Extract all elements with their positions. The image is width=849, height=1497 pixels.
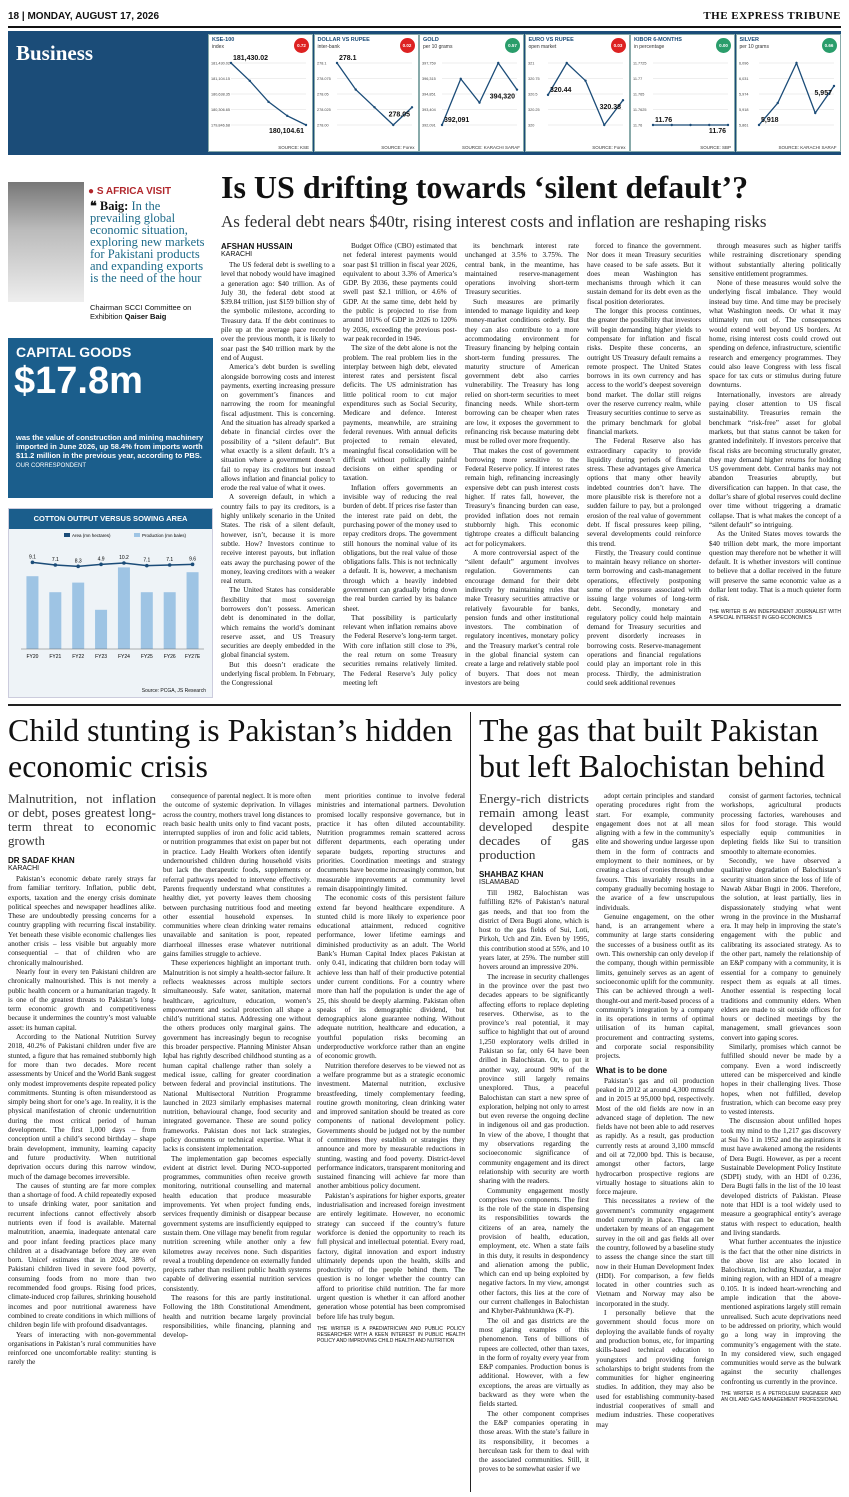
data-label: 7.1 xyxy=(51,557,59,563)
first-value: 5,918 xyxy=(760,117,779,124)
paragraph: The implementation gap becomes especially evident at district level. During NCO-supported programmes, communities often receive growth monitoring, nutritional counselling and maternal health education that produce measurable improvements. Yet when project funding ends, services frequently diminish or disappear because government systems are insufficiently equipped to sustain them. One village may benefit from regular nutrition screening while another only a few kilometres away receives none. Such disparities reveal a troubling dependence on externally funded projects rather than resilient public health systems capable of delivering essential nutrition services consistently. xyxy=(163,1154,311,1293)
production-bar xyxy=(118,567,130,649)
change-badge: 0.57 xyxy=(505,38,520,53)
page-info: 18 | MONDAY, AUGUST 17, 2026 xyxy=(8,11,160,22)
lead-column-4 xyxy=(587,242,701,696)
paragraph: Pakistan’s gas and oil production peaked in 2012 at around 4,300 mmscfd and in 2015 at 95,000 bpd, respectively. Most of the old fields are now in an advanced stage of depletion. The new fields have not been able to add reserves as rapidly. As a result, gas production currently rests at around 3,100 mmscfd and oil at 72,000 bpd. This is because, amongst other factors, large hydrocarbon prospective regions are virtually hostage to situations akin to force majeure. xyxy=(596,1076,714,1197)
paragraph: Nearly four in every ten Pakistani children are chronically malnourished. This is not merely a public health concern or a humanitarian tragedy. It is one of the greatest threats to Pakistan’s long-term economic growth and competitiveness because it undermines the country’s most valuable asset: its human capital. xyxy=(8,967,156,1032)
market-subtitle: open market xyxy=(528,44,557,50)
paragraph: its benchmark interest rate unchanged at 3.5% to 3.75%. The central bank, in the meantime, has maintained reserve-management operations involving short-term Treasury securities. xyxy=(465,242,579,297)
tick-label: 278.00 xyxy=(316,123,329,128)
production-bar xyxy=(187,572,199,649)
interview-kicker: ● S AFRICA VISIT xyxy=(88,186,172,197)
market-subtitle: index xyxy=(212,44,224,50)
lead-endnote: THE WRITER IS AN INDEPENDENT JOURNALIST WITH A SPECIAL INTEREST IN GEO-ECONOMICS xyxy=(709,608,841,621)
story2-endnote: THE WRITER IS A PAEDIATRICIAN AND PUBLIC POLICY RESEARCHER WITH A KEEN INTEREST IN PUBLIC HEALTH POLICY AND IMPROVING CHILD HEALTH AND NUTRITION xyxy=(317,1325,465,1344)
tick-label: 5,974 xyxy=(738,92,749,97)
market-subtitle: per 10 grams xyxy=(739,44,769,50)
area-point xyxy=(31,561,35,565)
market-panel xyxy=(314,34,419,152)
category-label: FY27E xyxy=(184,654,201,660)
market-sparkline xyxy=(631,51,734,137)
market-point xyxy=(497,62,499,64)
tick-label: 320 xyxy=(527,123,534,128)
market-source: SOURCE: Forex xyxy=(381,145,415,150)
paragraph: Years of interacting with non-governmental organisations in Pakistan’s rural communities have reinforced one uncomfortable reality: stunting is rarely the xyxy=(8,1330,156,1367)
tick-label: 5,861 xyxy=(738,123,749,128)
first-value: 320.44 xyxy=(549,86,571,94)
data-label: 4.9 xyxy=(97,556,105,563)
paragraph: The other component comprises the E&P companies operating in those areas. With the state’s failure in its responsibility, it becomes a herculean task for them to deal with the associated communities. Still, it proves to be somewhat easier if we xyxy=(479,1409,589,1474)
story3-byline: SHAHBAZ KHAN xyxy=(479,870,544,879)
market-point xyxy=(478,101,480,103)
change-badge: 0.66 xyxy=(822,38,837,53)
paragraph: The causes of stunting are far more complex than a shortage of food. A child repeatedly exposed to unsafe drinking water, poor sanitation and recurrent infections cannot effectively absorb nutrients even if food is available. Maternal malnutrition, anaemia, inadequate antenatal care and poor infant feeding practices place many children at a disadvantage before they are even born. Unicef estimates that in 2024, 38% of Pakistani children lived in severe food poverty, consuming foods from no more than two recommended food groups. Rising food prices, climate-induced crop failures, shrinking household incomes and poor nutritional awareness have combined to create conditions in which millions of children begin life with profound disadvantages. xyxy=(8,1181,156,1330)
story2-dateline: KARACHI xyxy=(8,865,40,872)
paragraph: I personally believe that the government should focus more on deploying the available funds of royalty and production bonus, etc, for imparting skills-based technical education to youngsters and providing foreign scholarships to bright students from the communities for higher engineering studies. In addition, they may also be used for establishing community-based industrial cooperatives of small and medium industries. These cooperatives may xyxy=(596,1309,714,1429)
first-value: 11.76 xyxy=(655,117,673,124)
market-point xyxy=(546,94,548,96)
paragraph: Pakistan’s economic debate rarely strays far from familiar territory. Inflation, public debt, exports, taxation and the energy crisis dominate political speeches and newspaper headlines alike. These are undoubtedly pressing concerns for a country grappling with recurring fiscal instability. Yet beneath these visible economic challenges lies another crisis – less visible but arguably more consequential – that of children who are chronically malnourished. xyxy=(8,875,156,967)
tick-label: 320.25 xyxy=(527,108,540,112)
area-point xyxy=(99,563,103,567)
category-label: FY26 xyxy=(163,654,176,660)
market-subtitle: per 10 grams xyxy=(423,44,453,50)
paragraph: The Federal Reserve also has extraordinary capacity to provide liquidity during periods of financial stress. These advantages give America options that many other heavily indebted countries don’t have. The more plausible risk is therefore not a sudden failure to pay, but a prolonged erosion of the real value of government debt. If fiscal pressures keep piling, several developments could reinforce this trend. xyxy=(587,437,701,548)
paragraph: The discussion about unfilled hopes took my mind to the 1,217 gas discovery at Sui No 1 in 1952 and the aspirations it must have awakened among the residents of Dera Bugti. However, as per a recent Sustainable Development Policy Institute (SDPI) study, with an HDI of 0.236, Dera Bugti falls in the list of the 10 least developed districts of Pakistan. Please note that HDI is a tool widely used to measure a geographical entity’s average status with respect to education, health and living standards. xyxy=(721,1117,841,1237)
paragraph: The longer this process continues, the greater the possibility that investors will begin demanding higher yields to compensate for inflation and fiscal risks. Despite these concerns, an outright US Treasury default remains a remote prospect. The United States borrows in its own currency and has access to the world’s deepest sovereign bond market. The dollar still reigns over the reserve currency realm, while Treasury securities continue to serve as the primary benchmark for global financial markets. xyxy=(587,307,701,436)
market-point xyxy=(671,124,673,126)
market-point xyxy=(392,124,394,126)
category-label: FY20 xyxy=(26,654,39,660)
market-point xyxy=(249,80,251,82)
area-point xyxy=(122,561,126,565)
change-badge: 0.03 xyxy=(611,38,626,53)
paragraph: That makes the cost of government borrowing more sensitive to the Federal Reserve policy. If interest rates remain high, refinancing increasingly expensive debt can push interest costs higher. If rates fall, however, the Treasury’s financing burden can ease, provided inflation does not remain stubbornly high. This economic tightrope creates a difficult balancing act for policymakers. xyxy=(465,446,579,548)
tick-label: 11.7725 xyxy=(633,61,647,66)
paragraph: adopt certain principles and standard operating procedures right from the start. For example, community engagement does not at all mean aligning with a few in the community’s elite and showering undue largesse upon them in the form of contracts and employment to their nominees, or by creating a class of cronies through undue favours. This invariably results in a company gradually becoming hostage to the avarice of a few unscrupulous individuals. xyxy=(596,792,714,912)
chart-plot xyxy=(9,531,212,681)
last-value: 320.38 xyxy=(599,104,621,112)
story2-column-3 xyxy=(317,792,465,1492)
tick-label: 392,091 xyxy=(422,123,436,128)
story2-headline: Child stunting is Pakistan’s hidden economic crisis xyxy=(8,712,453,784)
market-sparkline xyxy=(420,51,523,137)
area-point xyxy=(54,563,58,567)
category-label: FY21 xyxy=(49,654,62,660)
tick-label: 11.765 xyxy=(633,92,645,97)
data-label: 7.1 xyxy=(143,557,151,564)
lead-dateline: KARACHI xyxy=(221,251,253,258)
market-subtitle: inter-bank xyxy=(317,44,340,50)
market-point xyxy=(603,124,605,126)
capital-goods-figure: $17.8m xyxy=(14,360,143,402)
production-bar xyxy=(141,592,153,649)
tick-label: 393,404 xyxy=(422,108,436,112)
first-value: 278.1 xyxy=(338,55,357,62)
last-value: 180,104.61 xyxy=(268,128,304,135)
market-point xyxy=(354,88,356,90)
production-bar xyxy=(95,610,107,649)
paragraph: These experiences highlight an important truth. Malnutrition is not simply a health-sector failure. It reflects weaknesses across multiple sectors simultaneously. Safe water, sanitation, maternal healthcare, agriculture, education, women’s empowerment and social protection all shape a child’s nutritional status. Addressing one without the others produces only marginal gains. The government has increasingly begun to recognise this broader perspective. Planning Minister Ahsan Iqbal has rightly described childhood stunting as a human capital challenge rather than solely a medical issue, calling for greater coordination between federal and provincial institutions. The National Multisectoral Nutrition Programme launched in 2023 similarly emphasises maternal nutrition, behavioural change, food security and integrated governance. These are sound policy frameworks. Pakistan does not lack strategies, policy documents or technical expertise. What it lacks is consistent implementation. xyxy=(163,959,311,1154)
cotton-chart xyxy=(8,508,213,698)
data-label: 8.3 xyxy=(74,558,82,565)
market-title: EURO VS RUPEE xyxy=(528,37,574,43)
legend-label: Area (mn hectares) xyxy=(72,533,111,538)
production-bar xyxy=(49,592,61,649)
portrait-photo xyxy=(8,182,84,302)
section-title: Business xyxy=(16,41,94,65)
production-bar xyxy=(72,583,84,649)
tick-label: 396,315 xyxy=(422,77,436,81)
story3-headline: The gas that built Pakistan but left Balochistan behind xyxy=(479,712,825,784)
market-point xyxy=(565,62,567,64)
story2-column-1 xyxy=(8,792,156,1492)
market-point xyxy=(441,124,443,126)
paragraph: Nutrition therefore deserves to be viewed not as a welfare programme but as a strategic economic investment. Maternal nutrition, exclusive breastfeeding, timely complementary feeding, routine growth monitoring, clean drinking water and improved sanitation should be treated as core components of national development policy. Governments should be judged not by the number of committees they establish or strategies they announce and more by measurable reductions in stunting, wasting and food poverty. District-level performance indicators, transparent monitoring and sustained financing will achieve far more than another ambitious policy document. xyxy=(317,1061,465,1191)
lead-column-5 xyxy=(709,242,841,696)
market-point xyxy=(373,106,375,108)
last-value: 11.76 xyxy=(708,128,726,135)
paragraph: consist of garment factories, technical workshops, agricultural products processing factories, warehouses and silos for food storage. This would especially equip communities in depleting fields like Sui to transition smoothly to alternate economies. xyxy=(721,792,841,856)
paragraph: What further accentuates the injustice is the fact that the other nine districts in the above list are also located in Balochistan, including Khuzdar, a major mining region, with an HDI of a meagre 0.105. It is indeed heart-wrenching and ample indication that the above-mentioned aspirations largely still remain unrealised. Such acute deprivations need to be addressed on priority, which would go a long way in improving the community’s engagement with the state. In my considered view, such engaged communities would serve as the bulwark against the security challenges confronting us currently in the province. xyxy=(721,1238,841,1386)
change-badge: 0.00 xyxy=(716,38,731,53)
change-badge: 0.72 xyxy=(294,38,309,53)
lead-subhead: As federal debt nears $40tr, rising interest costs and inflation are reshaping risks xyxy=(221,212,767,231)
story3-crosshead: What is to be done xyxy=(596,1065,668,1075)
area-point xyxy=(191,563,195,567)
paragraph: Inflation offers governments an invisible way of reducing the real burden of debt. If prices rise faster than the interest rate paid on debt, the purchasing power of the money used to repay creditors drops. The government still honours the nominal value of its obligations, but the real value of those obligations falls. This is not technically a default. It is, however, a mechanism through which a heavily indebted government can gradually bring down the real burden carried by its balance sheet. xyxy=(343,483,457,613)
chart-title: COTTON OUTPUT VERSUS SOWING AREA xyxy=(9,509,212,529)
paragraph: This necessitates a review of the government’s community engagement model currently in place. That can be undertaken by means of an engagement survey in the oil and gas fields all over the country, followed by a baseline study to assess the change since the start till now in their Human Development Index (HDI). For comparison, a few fields located in other countries such as Vietnam and Norway may also be incorporated in the study. xyxy=(596,1197,714,1308)
market-title: KSE-100 xyxy=(212,37,235,43)
market-subtitle: in percentage xyxy=(634,44,665,50)
legend-label: Production (mn bales) xyxy=(142,533,187,538)
paragraph: According to the National Nutrition Survey 2018, 40.2% of Pakistani children under five are stunted, a figure that has remained stubbornly high for more than two decades. More recent assessments by Unicef and the World Bank suggest only modest improvements despite repeated policy commitments. Stunting is often misunderstood as simply being short for one’s age. In reality, it is the physical manifestation of chronic undernutrition during the most critical period of human development. The first 1,000 days – from conception until a child’s second birthday – shape brain development, immunity, learning capacity and future productivity. When nutritional deprivation occurs during this narrow window, much of the damage becomes irreversible. xyxy=(8,1033,156,1181)
newspaper-name: THE EXPRESS TRIBUNE xyxy=(703,10,841,22)
production-bar xyxy=(164,592,176,649)
page-header xyxy=(8,10,841,28)
category-label: FY25 xyxy=(140,654,153,660)
story3-dateline: ISLAMABAD xyxy=(479,879,520,886)
tick-label: 394,851 xyxy=(422,92,436,97)
market-point xyxy=(795,62,797,64)
tick-label: 321 xyxy=(527,61,534,66)
tick-label: 397,759 xyxy=(422,61,436,66)
paragraph: The US federal debt is swelling to a level that nobody would have imagined a generation ago: $40 trillion. As of July 30, the federal debt stood at $39.84 trillion, just $159 billion shy of the symbolic milestone, according to Treasury data. If the debt continues to pile up at the average pace recorded over the previous month, it is likely to soar past the $40 trillion mark by the end of August. xyxy=(221,261,335,362)
paragraph: Similarly, promises which cannot be fulfilled should never be made by a company. Even a word indiscreetly uttered can be misperceived and kindle hopes in their challenging lives. Those hopes, when not fulfilled, develop frustration, which can become easy prey to vested interests. xyxy=(721,1043,841,1117)
tick-label: 320.75 xyxy=(527,77,540,81)
story3-column-3 xyxy=(721,792,841,1492)
market-sparkline xyxy=(315,51,418,137)
paragraph: forced to finance the government. Nor does it mean Treasury securities have ceased to be safe assets. But it does mean Washington has mechanisms through which it can sustain demand for its debt even as the fiscal position deteriorates. xyxy=(587,242,701,306)
tick-label: 278.075 xyxy=(316,77,331,81)
market-point xyxy=(460,78,462,80)
tick-label: 278.025 xyxy=(316,108,331,112)
market-point xyxy=(776,102,778,104)
story3-column-1 xyxy=(479,792,589,1492)
section-divider xyxy=(8,704,841,706)
market-title: GOLD xyxy=(423,37,439,43)
paragraph: Pakistan’s aspirations for higher exports, greater industrialisation and increased foreign investment are entirely legitimate. However, no economic strategy can succeed if the country’s future workforce is denied the opportunity to reach its full physical and intellectual potential. Every road, factory, digital innovation and export industry ultimately depends upon the health, skills and productivity of the people behind them. The question is no longer whether the country can afford to prioritise child nutrition. The far more urgent question is whether it can afford another generation whose potential has been compromised before life has truly begun. xyxy=(317,1191,465,1321)
data-label: 7.1 xyxy=(166,557,174,563)
area-point xyxy=(76,565,80,569)
paragraph: Secondly, we have observed a qualitative degradation of Balochistan’s security situation since the loss of life of Nawab Akbar Bugti in 2006. Therefore, the solution, at least partially, lies in dispassionately studying what went wrong in the province in the Musharraf era. It may help in improving the state’s engagement with the public and calibrating its associated strategy. As to the other part, namely the relationship of an E&P company with a community, it is essential for a company to genuinely respect them as equals at all times. Another essential is respecting local traditions and community elders. When elders are made to sit outside offices for hours or declined meetings by the management, small grievances soon convert into gaping scores. xyxy=(721,857,841,1042)
story2-byline: DR SADAF KHAN xyxy=(8,856,75,865)
paragraph: The United States has considerable flexibility that most sovereign borrowers don’t possess. American debt is denominated in the dollar, which remains the world’s dominant reserve asset, and US Treasury securities are deeply embedded in the global financial system. xyxy=(221,586,335,660)
capital-goods-text: was the value of construction and mining machinery imported in June 2026, up 58.4% from imports worth $11.2 million in the previous year, according to PBS. OUR CORRESPONDENT xyxy=(16,433,204,469)
chart-source: Source: PCGA, JS Research xyxy=(141,688,206,694)
market-point xyxy=(516,88,518,90)
tick-label: 278.05 xyxy=(316,92,329,97)
lead-headline: Is US drifting towards ‘silent default’? xyxy=(221,169,749,205)
tick-label: 181,430.02 xyxy=(211,61,231,66)
capital-goods-box xyxy=(8,338,213,498)
tick-label: 11.77 xyxy=(633,77,643,81)
tick-label: 11.7625 xyxy=(633,108,647,112)
market-point xyxy=(757,124,759,126)
market-point xyxy=(267,101,269,103)
interview-box xyxy=(8,172,213,330)
tick-label: 181,104.15 xyxy=(211,77,231,81)
market-point xyxy=(727,124,729,126)
market-point xyxy=(230,62,232,64)
category-label: FY23 xyxy=(95,654,108,660)
market-panel xyxy=(208,34,313,152)
market-sparkline xyxy=(209,51,312,137)
first-value: 392,091 xyxy=(444,117,470,124)
paragraph: The increase in security challenges in the province over the past two decades appears to be significantly affecting efforts to replace depleting reserves. Otherwise, as to the province’s real potential, it may suffice to highlight that out of around 1,250 exploratory wells drilled in Pakistan so far, only 64 have been drilled in Balochistan. Or, to put it another way, around 90% of the province still largely remains unexplored. Thus, a peaceful Balochistan can start a new spree of exploration, helping not only to arrest but even reverse the ongoing decline in indigenous oil and gas production. In view of the above, I thought that my observations regarding the socioeconomic significance of community engagement and its direct relationship with security are worth sharing with the readers. xyxy=(479,972,589,1186)
data-label: 9.1 xyxy=(28,554,36,561)
last-value: 278.05 xyxy=(388,111,410,119)
paragraph: ment priorities continue to involve federal ministries and international partners. Devolution promised locally responsive governance, but in practice it has often diluted accountability. Nutrition programmes remain scattered across different departments, each operating under separate budgets, reporting structures and priorities. Coordination meetings and strategy documents have become increasingly common, but measurable improvements at community level remain disappointingly limited. xyxy=(317,792,465,893)
market-panel xyxy=(736,34,841,152)
market-sparkline xyxy=(737,51,840,137)
market-point xyxy=(335,62,337,64)
data-label: 10.2 xyxy=(119,555,129,561)
market-point xyxy=(652,124,654,126)
market-sparkline xyxy=(526,51,629,137)
interview-attribution: Chairman SCCI Committee on Exhibition Qaiser Baig xyxy=(90,303,192,321)
paragraph: Till 1982, Balochistan was fulfilling 82% of Pakistan’s natural gas needs, and that too from the district of Dera Bugti alone, which is host to the gas fields of Sui, Loti, Pirkoh, Uch and Zin. Even by 1995, this contribution stood at 55%, and 10 years later, at 25%. The number still hovers around an impressive 20%. xyxy=(479,889,589,972)
tick-label: 6,031 xyxy=(738,77,749,81)
lead-byline: AFSHAN HUSSAIN xyxy=(221,242,293,251)
market-point xyxy=(689,124,691,126)
paragraph: consequence of parental neglect. It is more often the outcome of systemic deprivation. In villages across the country, mothers travel long distances to reach basic health units only to find vacant posts, interrupted supplies of iron and folic acid tablets, or nutrition programmes that exist on paper but not in practice. Lady Health Workers often identify undernourished children during household visits but lack the therapeutic foods, supplements or referral pathways needed to intervene effectively. Parents frequently understand what constitutes a healthy diet, yet poverty leaves them choosing between purchasing nutritious food and meeting other essential household expenses. In communities where clean drinking water remains unavailable and sanitation is poor, repeated diarrhoeal illnesses erase whatever nutritional gains families struggle to achieve. xyxy=(163,792,311,959)
market-panel xyxy=(525,34,630,152)
market-title: KIBOR 6-MONTHS xyxy=(634,37,682,43)
story3-column-2 xyxy=(596,792,714,1492)
lead-column-1 xyxy=(221,242,335,696)
paragraph: A more controversial aspect of the “silent default” argument involves regulation. Governments can encourage demand for their debt indirectly by maintaining rules that make Treasury securities attractive or relatively favourable for banks, pension funds and other institutional investors. The combination of regulatory incentives, monetary policy and the Treasury market’s central role in the global financial system can create a large and relatively stable pool of buyers. That does not mean investors are being xyxy=(465,548,579,687)
production-bar xyxy=(26,576,38,649)
market-point xyxy=(832,85,834,87)
paragraph: through measures such as higher tariffs while restraining discretionary spending without substantially altering politically sensitive entitlement programmes. xyxy=(709,242,841,278)
paragraph: Firstly, the Treasury could continue to maintain heavy reliance on shorter-term borrowing and cash-management operations, effectively postponing some of the pressure associated with issuing large volumes of long-term debt. Secondly, monetary and regulatory policy could help maintain demand for Treasury securities and prevent disorderly increases in borrowing costs. Reserve-management operations and financial regulations could play an important role in this process. Thirdly, the administration could seek additional revenues xyxy=(587,548,701,687)
paragraph: But this doesn’t eradicate the underlying fiscal problem. In February, the Congressional xyxy=(221,660,335,688)
last-value: 5,957 xyxy=(813,90,832,97)
paragraph: America’s debt burden is swelling alongside borrowing costs and interest payments, exerting increasing pressure on government’s finances and narrowing the room for meaningful fiscal adjustment. This is concerning. And the situation has already sparked a debate in financial circles over the possibility of a “silent default”. But what exactly is a silent default. It’s a situation where a government doesn’t fail to repay its creditors but instead allows inflation and financial policy to erode the real value of what it owes. xyxy=(221,363,335,493)
area-point xyxy=(168,563,172,567)
paragraph: Such measures are primarily intended to manage liquidity and keep money-market conditions orderly. But they can also contribute to a more accommodating environment for Treasury financing by helping contain short-term funding pressures. The maturity structure of American government debt also carries vulnerability. The Treasury has long relied on short-term securities to meet financing needs. While short-term borrowing can be cheaper when rates are low, it exposes the government to refinancing risk because maturing debt must be rolled over more frequently. xyxy=(465,297,579,446)
market-point xyxy=(814,112,816,114)
tick-label: 320.5 xyxy=(527,92,538,97)
column-divider xyxy=(470,712,471,1492)
paragraph: None of these measures would solve the underlying fiscal imbalance. They would instead buy time. And time may be precisely what Washington needs. Or what it may ultimately run out of. The consequences would extend well beyond US borders. At home, rising interest costs could crowd out spending on defence, infrastructure, scientific research and emergency programmes. They could also leave Congress with less fiscal space for tax cuts or stimulus during future downturns. xyxy=(709,279,841,390)
story3-endnote: THE WRITER IS A PETROLEUM ENGINEER AND AN OIL AND GAS MANAGEMENT PROFESSIONAL xyxy=(721,1391,841,1403)
tick-label: 278.1 xyxy=(316,61,327,66)
tick-label: 5,918 xyxy=(738,108,749,112)
tick-label: 6,096 xyxy=(738,61,749,66)
paragraph: The size of the debt alone is not the problem. The real problem lies in the interplay between high debt, elevated interest rates and persistent fiscal deficits. The US administration has little political room to cut major expenditures such as Social Security, Medicare and defence. Interest payments, meanwhile, are straining federal revenues. With annual deficits projected to remain elevated, meaningful fiscal consolidation will be difficult without politically painful decisions on either spending or taxation. xyxy=(343,344,457,483)
paragraph: Internationally, investors are already paying closer attention to US fiscal sustainability. Treasuries remain the benchmark “risk-free” asset for global markets, but that status cannot be taken for granted indefinitely. If investors perceive that fiscal risks are becoming structurally greater, they may demand higher returns for holding US government debt. Central banks may not abandon Treasuries abruptly, but diversification can happen. In that case, the dollar’s share of global reserves could decline over time without triggering a dramatic collapse. That is what makes the concept of a “silent default” so intriguing. xyxy=(709,390,841,529)
legend-swatch xyxy=(64,533,70,537)
interview-quote: ❝ Baig: In the prevailing global economic situation, exploring new markets for Pakistani products and expanding exports is the need of the hour xyxy=(90,199,205,285)
paragraph: The oil and gas districts are the most glaring examples of this phenomenon. Tens of billions of rupees are collected, other than taxes, in the form of royalty every year from E&P companies. Production bonus is additional. However, with a few exceptions, the areas are virtually as backward as they were when the fields started. xyxy=(479,1316,589,1409)
category-label: FY24 xyxy=(117,654,130,660)
market-point xyxy=(708,124,710,126)
market-point xyxy=(584,80,586,82)
last-value: 394,320 xyxy=(489,93,515,101)
story2-deck: Malnutrition, not inflation or debt, poses greatest long-term threat to economic growth xyxy=(8,792,156,848)
paragraph: Genuine engagement, on the other hand, is an arrangement where a community at large starts considering the successes of a business outfit as its own. This ownership can only develop if the company, though within permissible limits, genuinely serves as an agent of socioeconomic uplift for the community. This can be achieved through a well-thought-out and merit-based process of a community’s integration by a company in its operations in terms of optimal utilisation of its human capital, procurement and contracting systems, and corporate social responsibility projects. xyxy=(596,912,714,1061)
market-source: SOURCE: KARACHI SARAF xyxy=(778,145,837,150)
lead-column-3 xyxy=(465,242,579,696)
tick-label: 11.76 xyxy=(633,123,643,128)
market-source: SOURCE: KARACHI SARAF xyxy=(461,145,520,150)
category-label: FY22 xyxy=(72,654,85,660)
story2-column-2 xyxy=(163,792,311,1492)
paragraph: That possibility is particularly relevant when inflation remains above the Federal Reserve’s long-term target. With core inflation still close to 3%, the real return on some Treasury securities remains relatively limited. The Federal Reserve’s July policy meeting left xyxy=(343,613,457,687)
market-source: SOURCE: Forex xyxy=(592,145,626,150)
market-panel xyxy=(630,34,735,152)
market-band xyxy=(8,31,841,155)
market-panel xyxy=(419,34,524,152)
tick-label: 180,638.35 xyxy=(211,92,231,97)
market-source: SOURCE: KSE xyxy=(278,145,309,150)
market-title: DOLLAR VS RUPEE xyxy=(317,37,370,43)
legend-swatch xyxy=(134,533,140,537)
paragraph: Budget Office (CBO) estimated that net federal interest payments would soar past $1 trillion in fiscal year 2026, equivalent to about 3.3% of America’s GDP. By 2036, these payments could swell past $2.1 trillion, or 4.6% of GDP. At the same time, debt held by the public is projected to rise from around 101% of GDP in 2026 to 120% by 2036, exceeding the previous post-war peak recorded in 1946. xyxy=(343,242,457,343)
market-title: SILVER xyxy=(739,37,759,43)
paragraph: The reasons for this are partly institutional. Following the 18th Constitutional Amendment, health and nutrition became largely provincial responsibilities, while financing, planning and develop- xyxy=(163,1294,311,1340)
lead-column-2 xyxy=(343,242,457,696)
tick-label: 179,846.68 xyxy=(211,123,231,128)
capital-goods-label: CAPITAL GOODS xyxy=(16,344,132,360)
paragraph: As the United States moves towards the $40 trillion debt mark, the more important question may therefore not be whether it will default. It is whether investors will continue to believe that a dollar received in the future will preserve the same economic value as a dollar lent today. That is a much quieter form of risk. xyxy=(709,530,841,604)
market-point xyxy=(305,124,307,126)
market-point xyxy=(621,99,623,101)
first-value: 181,430.02 xyxy=(233,55,269,62)
tick-label: 180,306.65 xyxy=(211,108,231,112)
market-source: SOURCE: SBP xyxy=(700,145,731,150)
paragraph: The economic costs of this persistent failure extend far beyond healthcare expenditure. A stunted child is more likely to experience poor educational attainment, reduced cognitive performance, lower lifetime earnings and diminished productivity as an adult. The World Bank’s Human Capital Index places Pakistan at only 0.41, indicating that children born today will achieve less than half of their productive potential under current conditions. For a country where more than half the population is under the age of 25, this should be deeply alarming. Pakistan often speaks of its demographic dividend, but demographics alone guarantee nothing. Without adequate nutrition, healthcare and education, a youthful population risks becoming an underproductive workforce rather than an engine of economic growth. xyxy=(317,894,465,1061)
change-badge: 0.02 xyxy=(400,38,415,53)
area-point xyxy=(145,564,149,568)
data-label: 9.6 xyxy=(189,556,197,563)
story3-deck: Energy-rich districts remain among least developed despite decades of gas production xyxy=(479,792,589,862)
market-point xyxy=(410,106,412,108)
paragraph: Community engagement mostly comprises two components. The first is the role of the state in dispensing its responsibilities towards the citizens of an area, namely the provision of health, education, employment, etc. When a state fails in this duty, it results in despondency and alienation among the public, which can end up being exploited by negative factors. In my view, amongst other factors, this lies at the core of our current challenges in Balochistan and Khyber-Pakhtunkhwa (K-P). xyxy=(479,1186,589,1316)
market-point xyxy=(286,115,288,117)
paragraph: A sovereign default, in which a country fails to pay its creditors, is a highly unlikely scenario in the United States. The risk of a silent default, however, isn’t, because it is more subtle. How? Investors continue to receive interest payouts, but inflation eats away the purchasing power of the money, leaving creditors with a weaker real return. xyxy=(221,493,335,586)
